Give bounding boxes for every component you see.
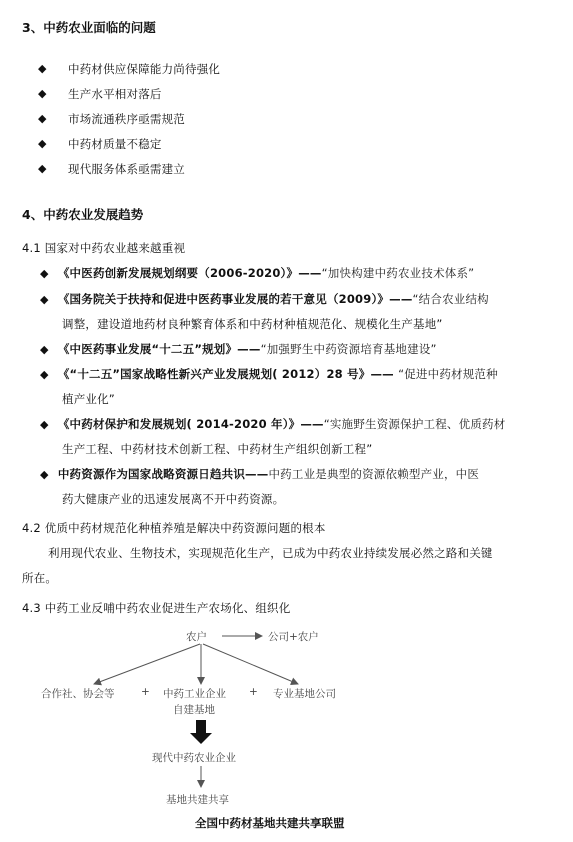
plus-sign: + bbox=[249, 686, 258, 698]
modern-enterprise-node: 现代中药农业企业 bbox=[152, 752, 236, 764]
diagram-caption: 全国中药材基地共建共享联盟 bbox=[195, 816, 345, 830]
policy-continuation: 调整，建设道地药材良种繁育体系和中药材种植规范化、规模化生产基地” bbox=[62, 317, 443, 331]
industry-node-line1: 中药工业企业 bbox=[163, 688, 226, 700]
list-item-text: 市场流通秩序亟需规范 bbox=[68, 112, 185, 126]
subsection-title: 4.2 优质中药材规范化种植养殖是解决中药资源问题的根本 bbox=[22, 521, 326, 535]
policy-title: 《国务院关于扶持和促进中医药事业发展的若干意见（2009）》—— bbox=[57, 292, 413, 306]
diamond-bullet-icon: ◆ bbox=[40, 418, 49, 431]
diamond-bullet-icon: ◆ bbox=[40, 468, 49, 481]
thick-down-arrow-icon bbox=[190, 720, 212, 744]
policy-quote: “加快构建中药农业技术体系” bbox=[321, 266, 475, 280]
policy-quote: “加强野生中药资源培育基地建设” bbox=[260, 342, 437, 356]
coop-node: 合作社、协会等 bbox=[41, 688, 115, 700]
subsection-title: 4.3 中药工业反哺中药农业促进生产农场化、组织化 bbox=[22, 601, 291, 615]
policy-quote: 中药工业是典型的资源依赖型产业，中医 bbox=[268, 467, 480, 481]
plus-sign: + bbox=[141, 686, 150, 698]
diamond-bullet-icon: ◆ bbox=[40, 293, 49, 306]
diamond-bullet-icon: ◆ bbox=[38, 62, 47, 75]
list-item-text: 中药材质量不稳定 bbox=[68, 137, 162, 151]
list-item-text: 中药材供应保障能力尚待强化 bbox=[68, 62, 221, 76]
section4-heading: 4、中药农业发展趋势 bbox=[22, 207, 144, 222]
policy-title: 《中医药创新发展规划纲要（2006-2020）》—— bbox=[57, 266, 322, 280]
diamond-bullet-icon: ◆ bbox=[40, 368, 49, 381]
policy-quote: “促进中药材规范种 bbox=[398, 367, 498, 381]
diamond-bullet-icon: ◆ bbox=[38, 112, 47, 125]
policy-quote: “实施野生资源保护工程、优质药材 bbox=[323, 417, 506, 431]
policy-title: 中药资源作为国家战略资源日趋共识—— bbox=[57, 467, 269, 481]
policy-title: 《中药材保护和发展规划( 2014-2020 年）》—— bbox=[57, 417, 324, 431]
arrow-to-base-company bbox=[203, 644, 298, 684]
shared-base-node: 基地共建共享 bbox=[166, 794, 229, 806]
list-item-text: 生产水平相对落后 bbox=[68, 87, 162, 101]
industry-node-line2: 自建基地 bbox=[173, 704, 215, 716]
farmer-node: 农户 bbox=[186, 631, 207, 643]
diamond-bullet-icon: ◆ bbox=[40, 343, 49, 356]
subsection-title: 4.1 国家对中药农业越来越重视 bbox=[22, 241, 186, 255]
policy-quote: “结合农业结构 bbox=[412, 292, 489, 306]
policy-continuation: 药大健康产业的迅速发展离不开中药资源。 bbox=[62, 492, 285, 506]
diamond-bullet-icon: ◆ bbox=[38, 87, 47, 100]
arrow-to-coop bbox=[94, 644, 200, 684]
policy-title: 《“十二五”国家战略性新兴产业发展规划( 2012）28 号》—— bbox=[57, 367, 399, 381]
paragraph-line: 所在。 bbox=[22, 571, 58, 585]
paragraph-line: 利用现代农业、生物技术，实现规范化生产，已成为中药农业持续发展必然之路和关键 bbox=[48, 546, 493, 560]
base-company-node: 专业基地公司 bbox=[273, 688, 336, 700]
diamond-bullet-icon: ◆ bbox=[38, 137, 47, 150]
list-item-text: 现代服务体系亟需建立 bbox=[68, 162, 185, 176]
diamond-bullet-icon: ◆ bbox=[40, 267, 49, 280]
section3-heading: 3、中药农业面临的问题 bbox=[22, 20, 156, 35]
policy-continuation: 植产业化” bbox=[62, 392, 115, 406]
policy-continuation: 生产工程、中药材技术创新工程、中药材生产组织创新工程” bbox=[62, 442, 373, 456]
diamond-bullet-icon: ◆ bbox=[38, 162, 47, 175]
company-farmer-node: 公司+农户 bbox=[268, 631, 319, 643]
policy-title: 《中医药事业发展“十二五”规划》—— bbox=[57, 342, 261, 356]
